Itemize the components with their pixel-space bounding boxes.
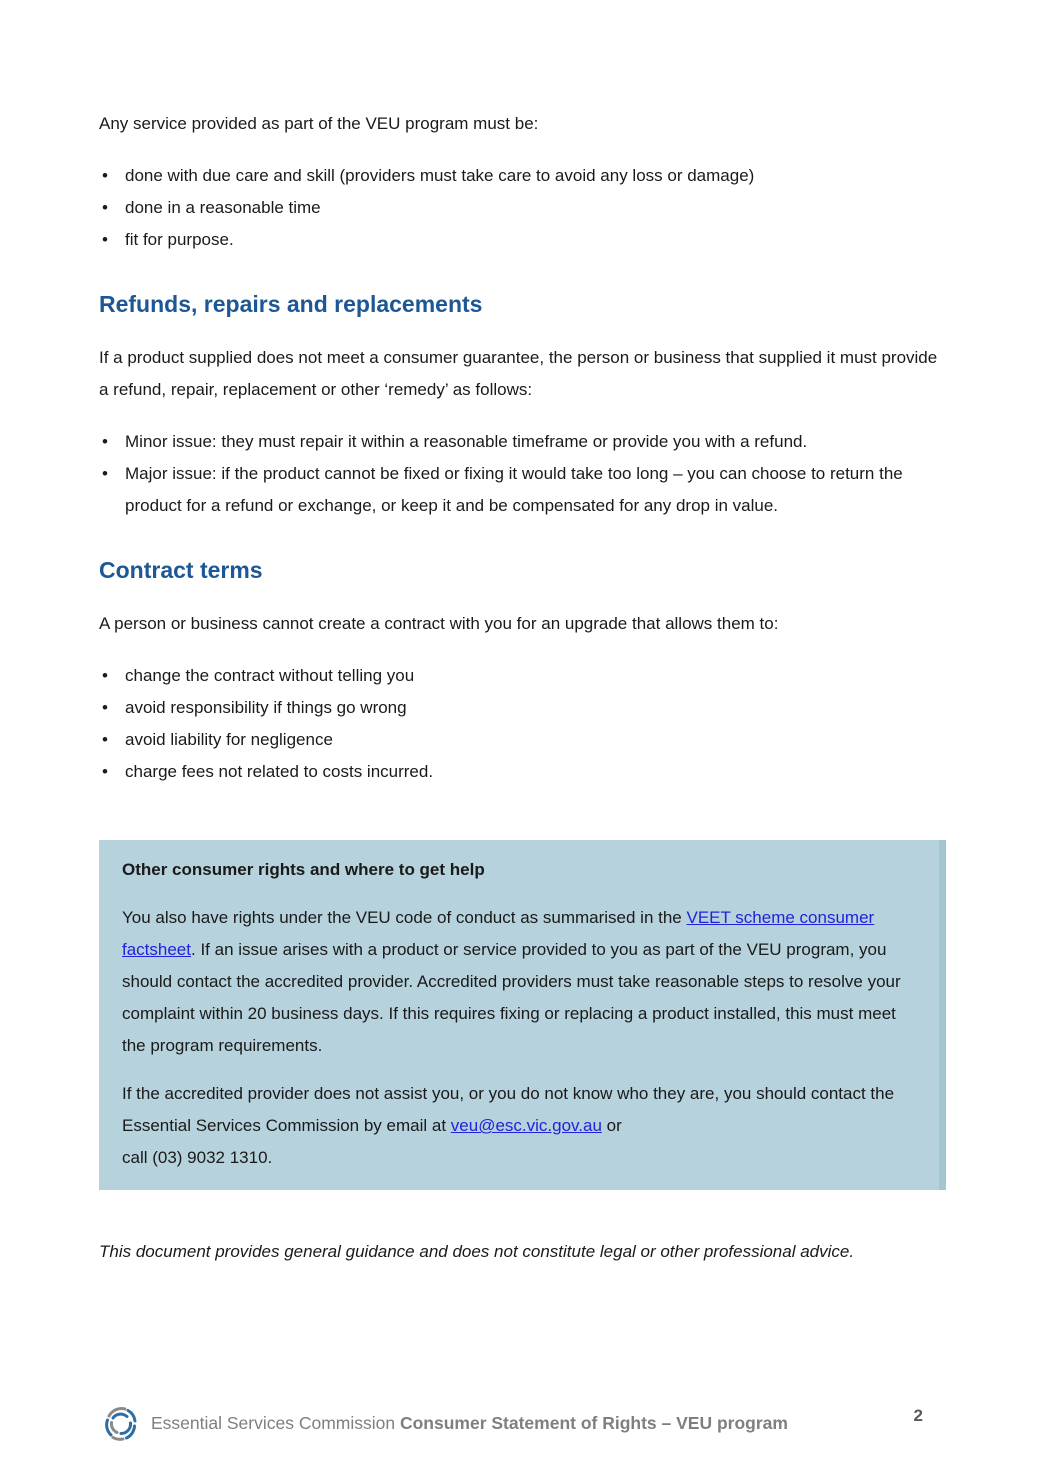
info-box-text: You also have rights under the VEU code of conduct as summarised in the <box>122 908 687 927</box>
info-box-text: If the accredited provider does not assist you, or you do not know who they are, you should contact the Essential Services Commission by email at <box>122 1084 895 1135</box>
info-box-paragraph-1 <box>122 902 919 1062</box>
contract-terms-bullet-list <box>99 660 947 788</box>
info-box-text: . If an issue arises with a product or service provided to you as part of the VEU program, you should contact the accredited provider. Accredited providers must take reasonable steps to resolve your complaint within 20 business days. If this requires fixing or replacing a product installed, this must meet the program requirements. <box>122 940 901 1055</box>
refunds-paragraph: If a product supplied does not meet a consumer guarantee, the person or business that supplied it must provide a refund, repair, replacement or other ‘remedy’ as follows: <box>99 348 938 399</box>
list-item: • avoid liability for negligence <box>99 724 947 756</box>
page-number: 2 <box>913 1406 923 1425</box>
footer-doc-title: Consumer Statement of Rights – VEU program <box>399 1413 788 1433</box>
list-item: • done with due care and skill (providers must take care to avoid any loss or damage) <box>99 160 947 192</box>
info-box-text: or <box>601 1116 622 1135</box>
footer-org-name: Essential Services Commission <box>151 1413 400 1433</box>
list-item: • change the contract without telling you <box>99 660 947 692</box>
list-item: • done in a reasonable time <box>99 192 947 224</box>
list-item: • Minor issue: they must repair it within a reasonable timeframe or provide you with a refund. <box>99 426 947 458</box>
info-box-title: Other consumer rights and where to get help <box>122 860 485 879</box>
list-item: • charge fees not related to costs incurred. <box>99 756 947 788</box>
phone-number-text: call (03) 9032 1310. <box>122 1148 273 1167</box>
page-footer <box>99 1400 946 1450</box>
refunds-bullet-list <box>99 426 947 522</box>
footer-text <box>151 1410 788 1436</box>
section-heading-refunds: Refunds, repairs and replacements <box>99 291 483 317</box>
email-link[interactable]: veu@esc.vic.gov.au <box>450 1116 602 1135</box>
intro-bullet-list <box>99 160 947 256</box>
disclaimer-text: This document provides general guidance and does not constitute legal or other professional advice. <box>99 1242 855 1261</box>
veet-factsheet-link[interactable]: VEET scheme consumer factsheet <box>122 908 875 959</box>
info-box-paragraph-2 <box>122 1078 919 1174</box>
list-item: • Major issue: if the product cannot be fixed or fixing it would take too long – you can choose to return the product for a refund or exchange, or keep it and be compensated for any drop in value. <box>99 458 947 522</box>
list-item: • avoid responsibility if things go wrong <box>99 692 947 724</box>
section-heading-contract-terms: Contract terms <box>99 557 263 583</box>
contract-terms-paragraph: A person or business cannot create a contract with you for an upgrade that allows them to: <box>99 614 779 633</box>
page-content <box>99 108 947 1282</box>
info-box <box>99 840 946 1190</box>
list-item: • fit for purpose. <box>99 224 947 256</box>
esc-logo-icon <box>101 1404 141 1444</box>
intro-paragraph: Any service provided as part of the VEU program must be: <box>99 114 539 133</box>
